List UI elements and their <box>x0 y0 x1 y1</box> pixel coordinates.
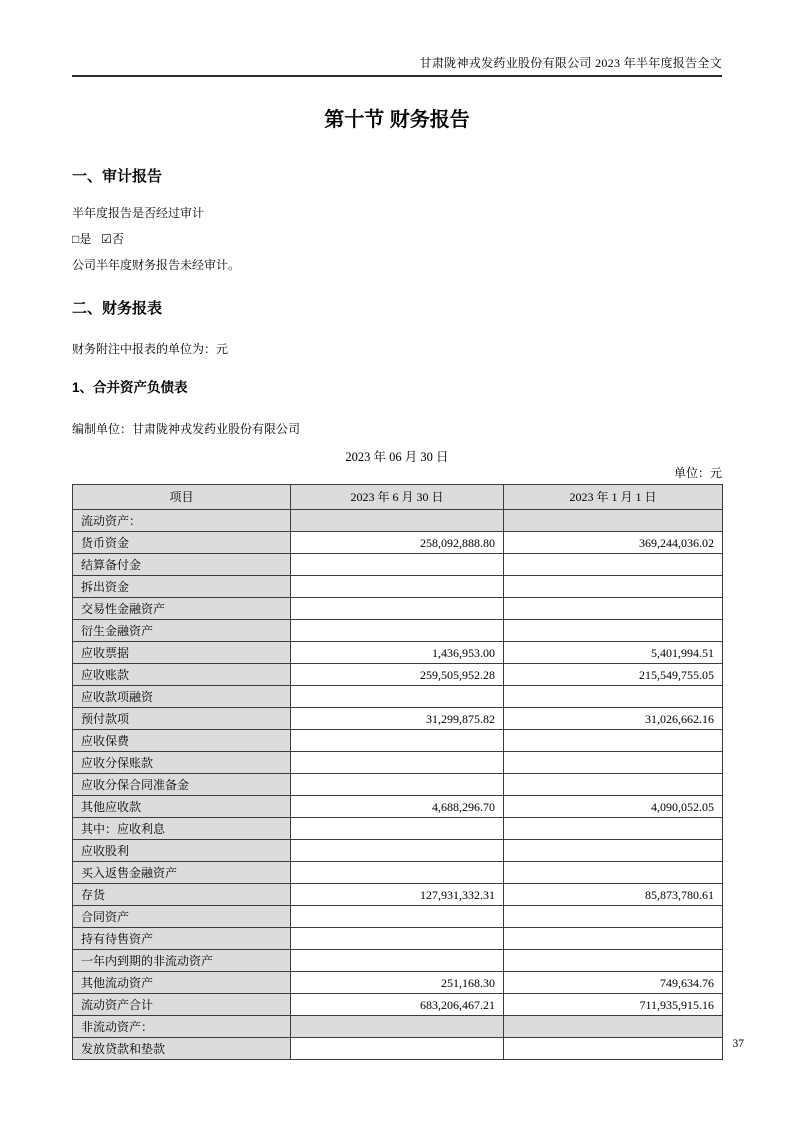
value-2023-01-01: 85,873,780.61 <box>504 884 723 906</box>
value-2023-01-01 <box>504 818 723 840</box>
table-row <box>73 576 723 598</box>
value-2023-06-30: 251,168.30 <box>291 972 504 994</box>
item-label: 应收款项融资 <box>73 686 291 708</box>
table-row <box>73 994 723 1016</box>
table-section-row <box>73 1016 723 1038</box>
table-row <box>73 686 723 708</box>
item-label: 非流动资产： <box>73 1016 291 1038</box>
value-2023-06-30 <box>291 774 504 796</box>
value-2023-06-30 <box>291 554 504 576</box>
document-header <box>72 56 722 75</box>
audit-statement: 公司半年度财务报告未经审计。 <box>72 258 241 272</box>
value-2023-06-30 <box>291 686 504 708</box>
value-2023-06-30 <box>291 906 504 928</box>
value-2023-06-30 <box>291 928 504 950</box>
value-2023-06-30 <box>291 620 504 642</box>
section-heading-statements: 二、财务报表 <box>72 300 163 317</box>
value-2023-01-01 <box>504 928 723 950</box>
item-label: 发放贷款和垫款 <box>73 1038 291 1060</box>
checkbox-no: ☑否 <box>101 232 125 246</box>
section-heading-audit: 一、审计报告 <box>72 168 163 185</box>
statement-date: 2023 年 06 月 30 日 <box>345 450 449 464</box>
table-header-row <box>73 485 723 510</box>
value-2023-01-01 <box>504 752 723 774</box>
balance-table-body <box>73 510 723 1060</box>
value-2023-01-01: 215,549,755.05 <box>504 664 723 686</box>
item-label: 预付款项 <box>73 708 291 730</box>
item-label: 应收股利 <box>73 840 291 862</box>
value-2023-01-01: 749,634.76 <box>504 972 723 994</box>
value-2023-01-01: 369,244,036.02 <box>504 532 723 554</box>
table-header-period-prior: 2023 年 1 月 1 日 <box>504 485 723 510</box>
unit-label: 单位：元 <box>673 466 722 480</box>
value-2023-01-01 <box>504 554 723 576</box>
item-label: 买入返售金融资产 <box>73 862 291 884</box>
value-2023-06-30 <box>291 598 504 620</box>
value-2023-06-30 <box>291 950 504 972</box>
item-label: 流动资产： <box>73 510 291 532</box>
table-row <box>73 950 723 972</box>
subsection-heading-balance-sheet: 1、合并资产负债表 <box>72 380 188 395</box>
value-2023-01-01 <box>504 950 723 972</box>
table-row <box>73 840 723 862</box>
value-2023-01-01 <box>504 620 723 642</box>
item-label: 货币资金 <box>73 532 291 554</box>
table-row <box>73 862 723 884</box>
table-row <box>73 664 723 686</box>
value-2023-01-01 <box>504 906 723 928</box>
value-2023-06-30 <box>291 1016 504 1038</box>
table-row <box>73 708 723 730</box>
unit-note: 财务附注中报表的单位为：元 <box>72 342 229 356</box>
value-2023-06-30 <box>291 862 504 884</box>
table-row <box>73 884 723 906</box>
item-label: 流动资产合计 <box>73 994 291 1016</box>
table-row <box>73 1038 723 1060</box>
item-label: 其他流动资产 <box>73 972 291 994</box>
table-row <box>73 598 723 620</box>
value-2023-01-01: 31,026,662.16 <box>504 708 723 730</box>
item-label: 其他应收款 <box>73 796 291 818</box>
value-2023-06-30 <box>291 818 504 840</box>
value-2023-01-01 <box>504 686 723 708</box>
item-label: 持有待售资产 <box>73 928 291 950</box>
value-2023-06-30 <box>291 840 504 862</box>
audit-checkbox-line <box>72 231 722 247</box>
item-label: 拆出资金 <box>73 576 291 598</box>
value-2023-06-30: 31,299,875.82 <box>291 708 504 730</box>
value-2023-01-01 <box>504 1016 723 1038</box>
page-title: 第十节 财务报告 <box>324 109 470 131</box>
table-section-row <box>73 510 723 532</box>
value-2023-01-01: 5,401,994.51 <box>504 642 723 664</box>
table-row <box>73 906 723 928</box>
table-row <box>73 532 723 554</box>
item-label: 存货 <box>73 884 291 906</box>
value-2023-06-30 <box>291 752 504 774</box>
item-label: 应收分保账款 <box>73 752 291 774</box>
value-2023-06-30 <box>291 730 504 752</box>
item-label: 其中：应收利息 <box>73 818 291 840</box>
value-2023-01-01: 4,090,052.05 <box>504 796 723 818</box>
item-label: 应收账款 <box>73 664 291 686</box>
page-number: 37 <box>732 1038 744 1050</box>
item-label: 合同资产 <box>73 906 291 928</box>
value-2023-06-30: 683,206,467.21 <box>291 994 504 1016</box>
prepared-by-line: 编制单位：甘肃陇神戎发药业股份有限公司 <box>72 422 301 436</box>
value-2023-06-30: 1,436,953.00 <box>291 642 504 664</box>
value-2023-01-01 <box>504 510 723 532</box>
value-2023-01-01 <box>504 730 723 752</box>
value-2023-01-01 <box>504 576 723 598</box>
table-row <box>73 774 723 796</box>
value-2023-06-30: 258,092,888.80 <box>291 532 504 554</box>
item-label: 应收保费 <box>73 730 291 752</box>
balance-sheet-table <box>72 484 723 1060</box>
value-2023-01-01 <box>504 774 723 796</box>
item-label: 一年内到期的非流动资产 <box>73 950 291 972</box>
item-label: 应收分保合同准备金 <box>73 774 291 796</box>
item-label: 交易性金融资产 <box>73 598 291 620</box>
item-label: 结算备付金 <box>73 554 291 576</box>
checkbox-yes: □是 <box>72 232 92 246</box>
value-2023-01-01 <box>504 1038 723 1060</box>
table-row <box>73 554 723 576</box>
table-row <box>73 972 723 994</box>
value-2023-06-30: 259,505,952.28 <box>291 664 504 686</box>
value-2023-06-30: 4,688,296.70 <box>291 796 504 818</box>
table-row <box>73 928 723 950</box>
table-header-item: 项目 <box>73 485 291 510</box>
value-2023-06-30 <box>291 510 504 532</box>
audit-question: 半年度报告是否经过审计 <box>72 206 205 220</box>
value-2023-06-30: 127,931,332.31 <box>291 884 504 906</box>
table-row <box>73 620 723 642</box>
table-row <box>73 752 723 774</box>
value-2023-01-01 <box>504 862 723 884</box>
header-rule <box>72 75 722 77</box>
item-label: 衍生金融资产 <box>73 620 291 642</box>
value-2023-01-01 <box>504 840 723 862</box>
table-header-period-current: 2023 年 6 月 30 日 <box>291 485 504 510</box>
value-2023-06-30 <box>291 576 504 598</box>
table-row <box>73 796 723 818</box>
table-row <box>73 642 723 664</box>
table-row <box>73 730 723 752</box>
table-row <box>73 818 723 840</box>
value-2023-01-01 <box>504 598 723 620</box>
document-header-text: 甘肃陇神戎发药业股份有限公司 2023 年半年度报告全文 <box>419 56 722 70</box>
value-2023-01-01: 711,935,915.16 <box>504 994 723 1016</box>
value-2023-06-30 <box>291 1038 504 1060</box>
item-label: 应收票据 <box>73 642 291 664</box>
